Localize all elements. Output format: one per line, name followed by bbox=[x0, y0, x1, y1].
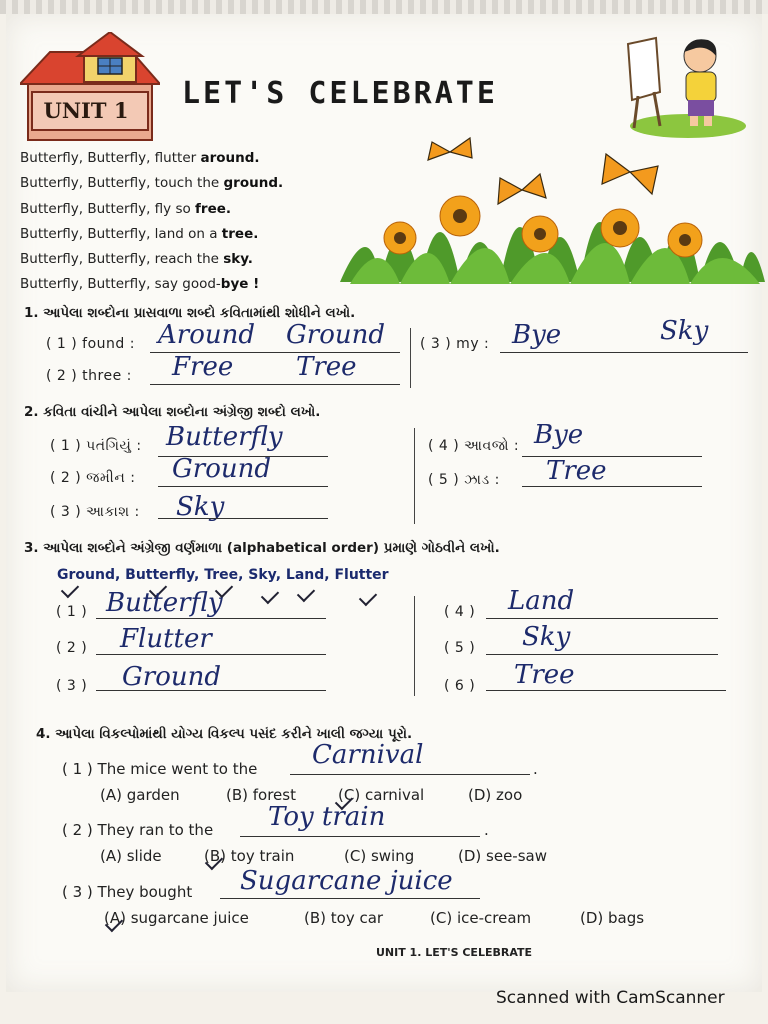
sentence-period: . bbox=[533, 760, 538, 778]
q3-item-label: ( 1 ) bbox=[56, 604, 88, 620]
answer-line bbox=[158, 486, 328, 487]
word-list: Ground, Butterfly, Tree, Sky, Land, Flutter bbox=[57, 567, 389, 583]
q3-item-label: ( 6 ) bbox=[444, 678, 476, 694]
q2-item-label: ( 2 ) જમીન : bbox=[50, 470, 136, 486]
q4-option: (B) forest bbox=[226, 786, 296, 804]
q1-item-label: ( 2 ) three : bbox=[46, 368, 132, 384]
question-1-heading: 1. આપેલા શબ્દોના પ્રાસવાળા શબ્દો કવિતામાંથી શોધીને લખો. bbox=[24, 305, 356, 321]
q2-answer: Tree bbox=[546, 456, 607, 486]
sentence-period: . bbox=[484, 821, 489, 839]
q2-answer: Bye bbox=[534, 420, 584, 450]
question-4-heading: 4. આપેલા વિકલ્પોમાંથી યોગ્ય વિકલ્પ પસંદ કરીને ખાલી જગ્યા પૂરો. bbox=[36, 726, 413, 742]
column-divider bbox=[414, 428, 415, 524]
answer-line bbox=[220, 898, 480, 899]
answer-line bbox=[486, 690, 726, 691]
q4-sentence: ( 3 ) They bought bbox=[62, 883, 193, 901]
column-divider bbox=[410, 328, 411, 388]
q3-answer: Flutter bbox=[120, 624, 212, 654]
q4-option: (D) bags bbox=[580, 909, 645, 927]
q4-option: (D) see-saw bbox=[458, 847, 547, 865]
answer-line bbox=[500, 352, 748, 353]
question-2-heading: 2. કવિતા વાંચીને આપેલા શબ્દોના અંગ્રેજી શબ્દો લખો. bbox=[24, 404, 321, 420]
butterfly-icon bbox=[428, 138, 658, 204]
unit-badge: UNIT 1 bbox=[43, 97, 129, 123]
q1-item-label: ( 3 ) my : bbox=[420, 336, 490, 352]
butterfly-garden-illustration bbox=[340, 132, 765, 290]
q4-option: (B) toy car bbox=[304, 909, 384, 927]
q3-item-label: ( 3 ) bbox=[56, 678, 88, 694]
answer-line bbox=[522, 486, 702, 487]
question-3-heading: 3. આપેલા શબ્દોને અંગ્રેજી વર્ણમાળા (alphabetical order) પ્રમાણે ગોઠવીને લખો. bbox=[24, 540, 500, 556]
q4-sentence: ( 2 ) They ran to the bbox=[62, 821, 214, 839]
q4-option: (A) slide bbox=[100, 847, 162, 865]
answer-line bbox=[96, 690, 326, 691]
painter-boy-illustration bbox=[616, 30, 746, 140]
q3-item-label: ( 4 ) bbox=[444, 604, 476, 620]
answer-line bbox=[240, 836, 480, 837]
q4-answer: Toy train bbox=[268, 802, 386, 832]
scanner-watermark: Scanned with CamScanner bbox=[496, 988, 725, 1008]
q4-option: (C) swing bbox=[344, 847, 415, 865]
q4-option: (C) carnival bbox=[338, 786, 425, 804]
q1-answer: Around bbox=[158, 320, 255, 350]
poem-line: Butterfly, Butterfly, land on a tree. bbox=[20, 225, 259, 242]
q1-answer: Free bbox=[172, 352, 234, 382]
scan-top-edge bbox=[0, 0, 768, 14]
answer-line bbox=[486, 618, 718, 619]
poem-line: Butterfly, Butterfly, flutter around. bbox=[20, 150, 260, 166]
answer-line bbox=[486, 654, 718, 655]
q4-option: (A) garden bbox=[100, 786, 180, 804]
q1-answer: Sky bbox=[660, 316, 709, 346]
poem bbox=[20, 146, 283, 298]
answer-line bbox=[290, 774, 530, 775]
q2-answer: Ground bbox=[172, 454, 271, 484]
q3-answer: Tree bbox=[514, 660, 575, 690]
q4-answer: Carnival bbox=[312, 740, 424, 770]
answer-line bbox=[150, 384, 400, 385]
q1-answer: Ground bbox=[286, 320, 385, 350]
q4-sentence: ( 1 ) The mice went to the bbox=[62, 760, 258, 778]
q3-item-label: ( 5 ) bbox=[444, 640, 476, 656]
q3-item-label: ( 2 ) bbox=[56, 640, 88, 656]
q3-answer: Butterfly bbox=[106, 588, 223, 618]
page-title: LET'S CELEBRATE bbox=[182, 76, 498, 111]
q4-option: (A) sugarcane juice bbox=[104, 909, 249, 927]
poem-line: Butterfly, Butterfly, touch the ground. bbox=[20, 175, 284, 192]
q2-answer: Sky bbox=[176, 492, 225, 522]
poem-line: Butterfly, Butterfly, fly so free. bbox=[20, 200, 232, 217]
q3-answer: Sky bbox=[522, 622, 571, 652]
page-footer: UNIT 1. LET'S CELEBRATE bbox=[375, 946, 532, 959]
q3-answer: Ground bbox=[122, 662, 221, 692]
q4-option: (D) zoo bbox=[468, 786, 523, 804]
q2-item-label: ( 4 ) આવજો : bbox=[428, 438, 520, 454]
answer-line bbox=[96, 654, 326, 655]
column-divider bbox=[414, 596, 415, 696]
q2-item-label: ( 3 ) આકાશ : bbox=[50, 504, 140, 520]
q3-answer: Land bbox=[508, 586, 575, 616]
q2-item-label: ( 1 ) પતંગિયું : bbox=[50, 438, 142, 454]
q4-option: (C) ice-cream bbox=[430, 909, 532, 927]
q2-item-label: ( 5 ) ઝાડ : bbox=[428, 472, 500, 488]
q4-answer: Sugarcane juice bbox=[240, 866, 453, 896]
poem-line: Butterfly, Butterfly, say good-bye ! bbox=[20, 276, 260, 293]
q1-item-label: ( 1 ) found : bbox=[46, 336, 135, 352]
q4-option: (B) toy train bbox=[204, 847, 295, 865]
q1-answer: Tree bbox=[296, 352, 357, 382]
answer-line bbox=[158, 518, 328, 519]
answer-line bbox=[96, 618, 326, 619]
poem-line: Butterfly, Butterfly, reach the sky. bbox=[20, 251, 253, 268]
q2-answer: Butterfly bbox=[166, 422, 283, 452]
q1-answer: Bye bbox=[512, 320, 562, 350]
